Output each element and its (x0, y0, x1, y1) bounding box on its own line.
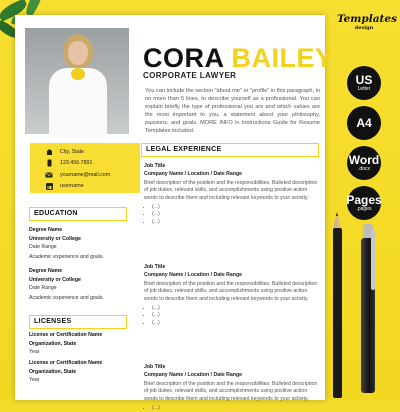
linkedin-text: username (60, 183, 84, 190)
education-heading: EDUCATION (29, 207, 127, 221)
job-entry: Job Title Company Name / Location / Date Range Brief description of the position and the responsibilities. Bulleted description of job duties, relevant skills, and accomplishments using positive action words to describe them and including relevant keywords to your activity. • (...) • (...) • (...) (144, 163, 322, 226)
experience-heading: LEGAL EXPERIENCE (141, 143, 319, 157)
resume-page (15, 15, 334, 412)
job-bullet: • (...) (152, 305, 322, 312)
job-entry: Job Title Company Name / Location / Date Range Brief description of the position and the responsibilities. Bulleted description of job duties, relevant skills, and accomplishments using positive action words to describe them and including relevant keywords to your activity. • (...) • (...) • (...) (144, 264, 322, 327)
job-bullet: • (...) (152, 405, 322, 412)
last-name: BAILEY (231, 43, 334, 73)
contact-email (44, 169, 140, 181)
job-entry: Job Title Company Name / Location / Date Range Brief description of the position and the responsibilities. Bulleted description of job duties, relevant skills, and accomplishments using positive action words to describe them and including relevant keywords to your activity. • (...) (144, 364, 322, 412)
education-entry: Degree Name University or College Date Range Academic experience and goals. (29, 268, 104, 302)
job-title: CORPORATE LAWYER (143, 71, 237, 80)
job-bullet: • (...) (152, 219, 322, 226)
job-bullet: • (...) (152, 320, 322, 327)
badge-us-letter: US Letter (347, 66, 381, 100)
contact-box (30, 143, 140, 193)
badge-word: Word .docx (347, 146, 381, 180)
job-bullet: • (...) (152, 204, 322, 211)
pen (361, 238, 375, 393)
job-bullet: • (...) (152, 211, 322, 218)
contact-phone (44, 158, 140, 170)
location-icon (44, 148, 54, 156)
brand-logo (337, 13, 397, 31)
badge-pages: Pages .pages (347, 186, 381, 220)
first-name: CORA (143, 43, 224, 73)
pencil (333, 228, 342, 398)
contact-linkedin (44, 181, 140, 193)
phone-text: 123.456.7891 (60, 160, 93, 167)
brand-logo-line1: Templates (337, 13, 397, 25)
license-entry: License or Certification Name Organization, State Year (29, 360, 103, 383)
candidate-name (143, 45, 334, 72)
email-icon (44, 171, 54, 179)
about-paragraph: You can include the section "about me" or "profile" in this paragraph, in no more than 5 lines, to describe yourself as a professional. You can explain briefly the type of professional you are and which values are the most important to you, a statement about your philosophy, passions, and goals. MORE INFO in Instructions Guide for Resume Templates included. (145, 88, 320, 134)
brand-logo-line2: design (354, 25, 374, 31)
job-bullet: • (...) (152, 312, 322, 319)
profile-photo (25, 28, 129, 134)
education-entry: Degree Name University or College Date Range Academic experience and goals. (29, 227, 104, 261)
email-text: yourname@mail.com (60, 171, 111, 178)
linkedin-icon (44, 182, 54, 190)
contact-location (44, 146, 140, 158)
phone-icon (44, 159, 54, 167)
location-text: City, State (60, 148, 85, 155)
licenses-heading: LICENSES (29, 315, 127, 329)
badge-a4: A4 (347, 106, 381, 140)
license-entry: License or Certification Name Organization, State Year (29, 332, 103, 355)
